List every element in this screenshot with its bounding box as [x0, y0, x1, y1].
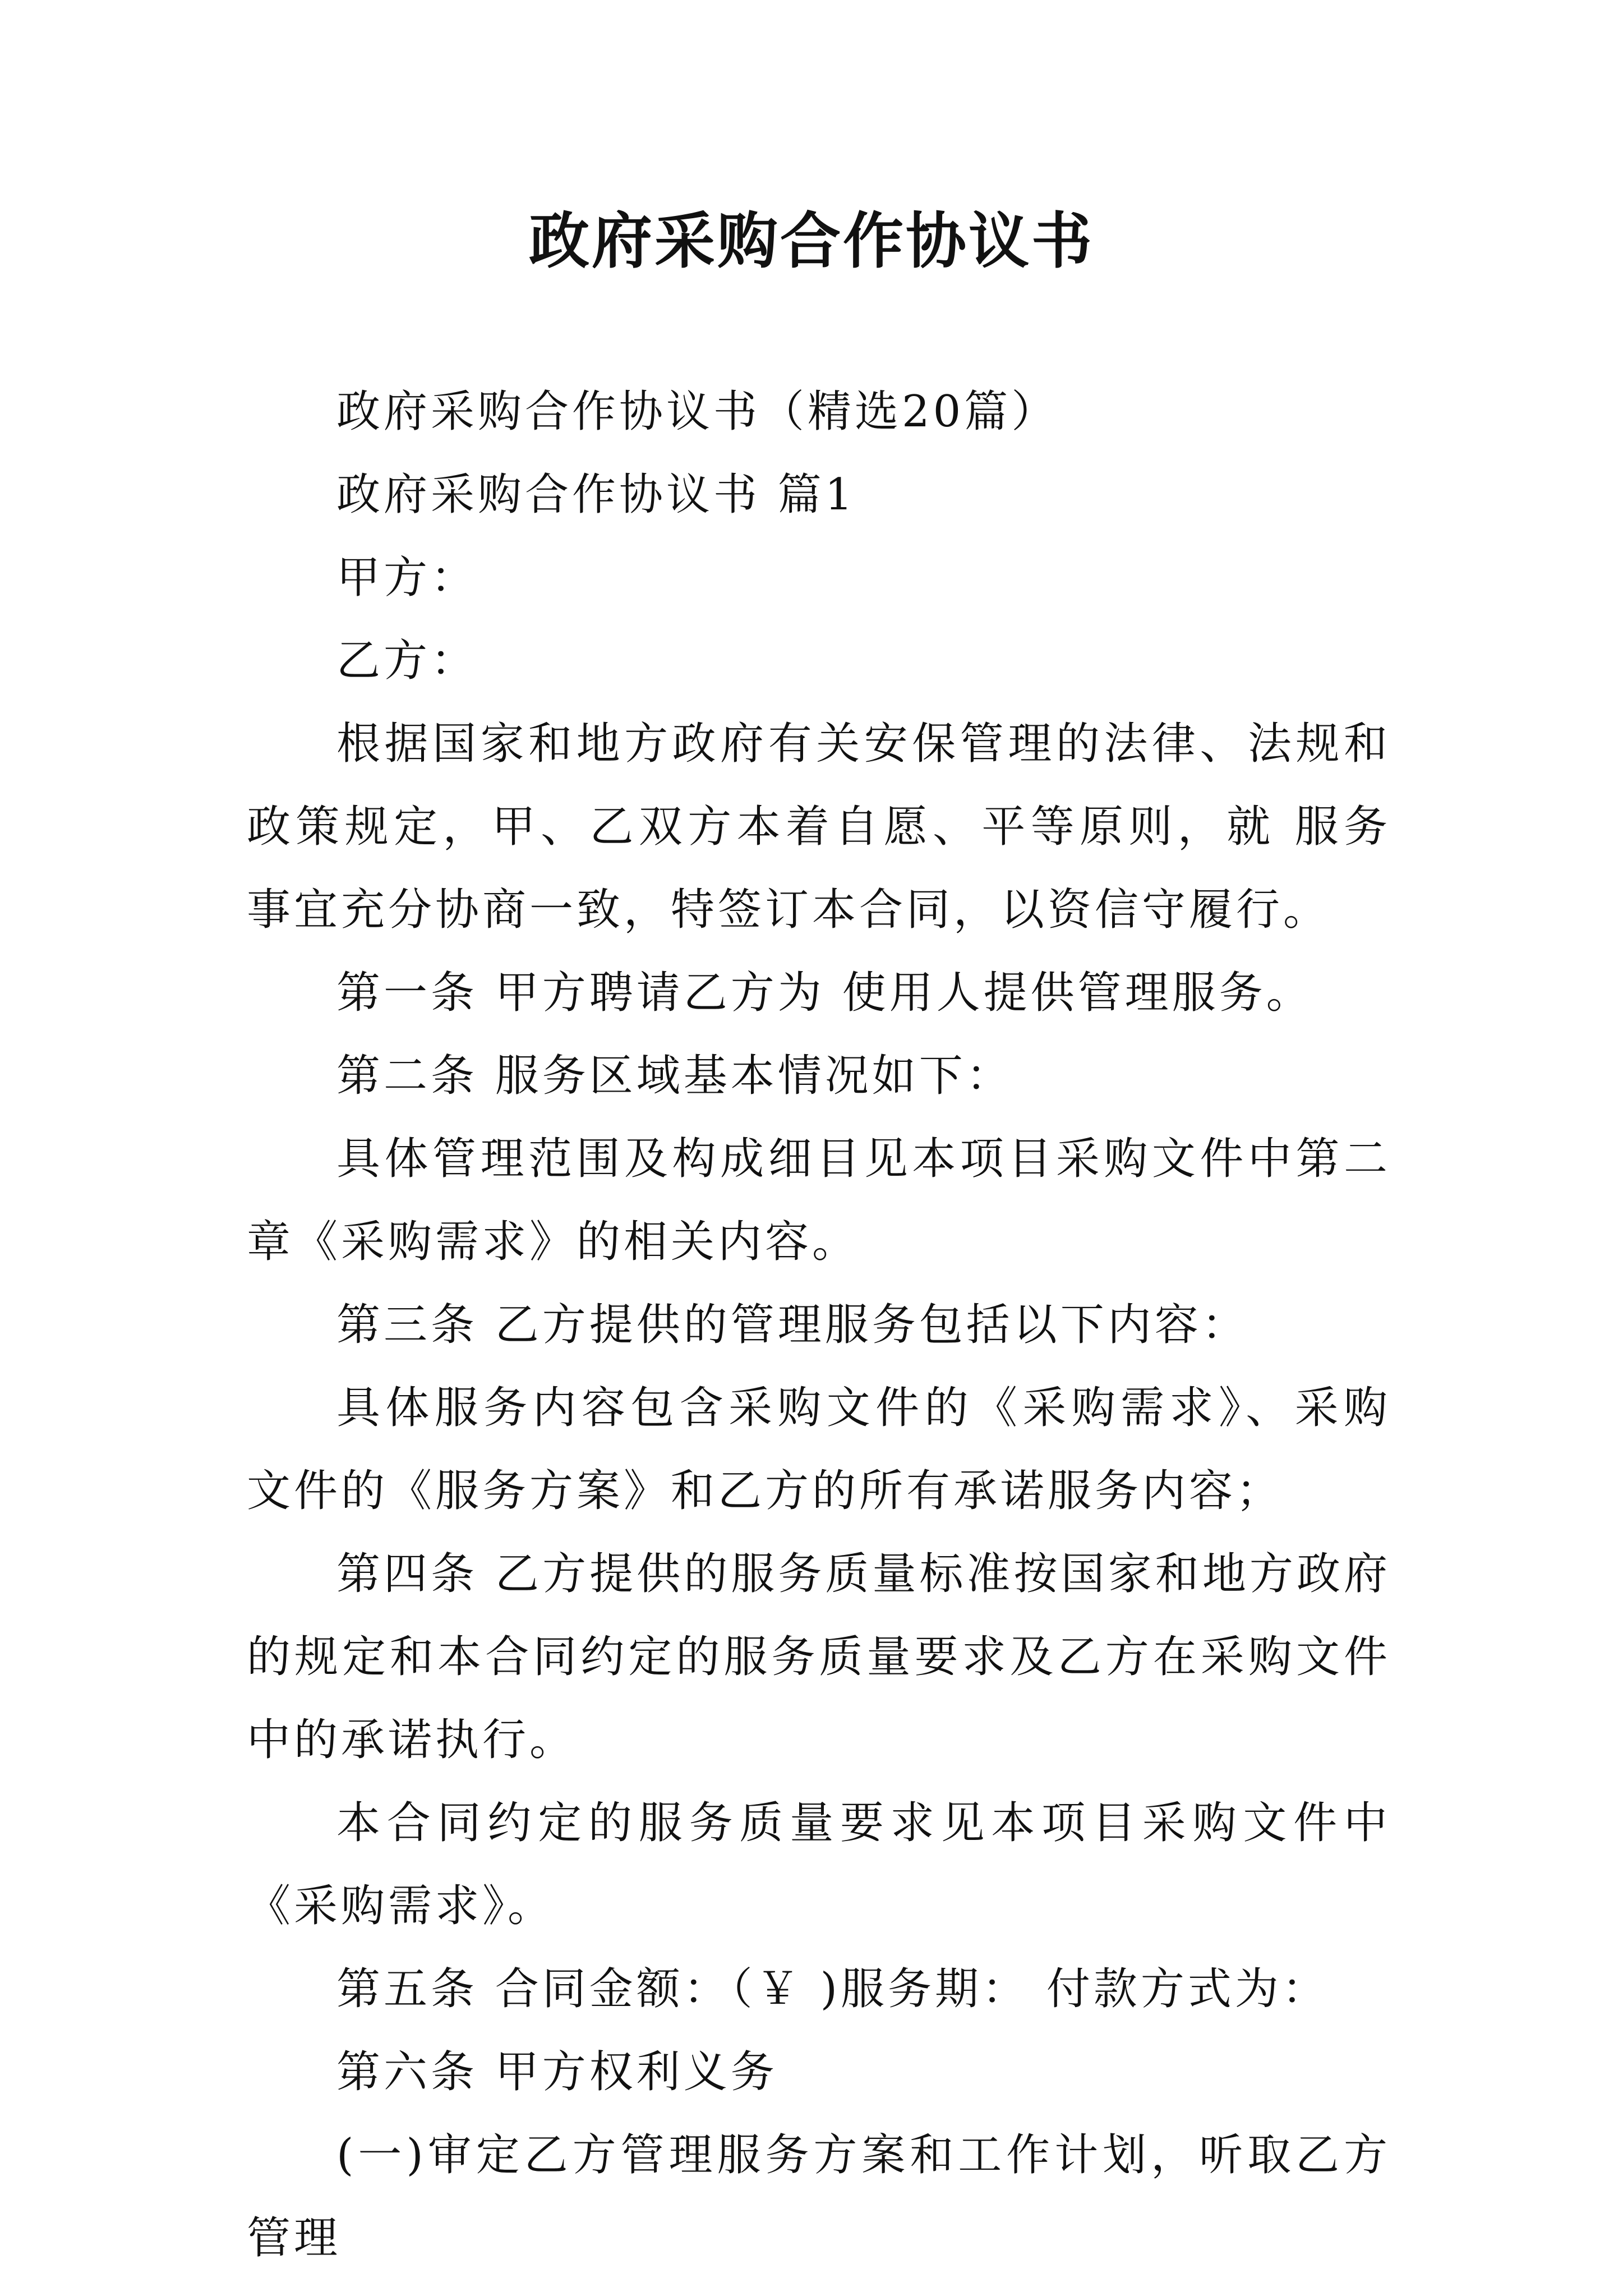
paragraph-article-6: 第六条 甲方权利义务 — [336, 2047, 778, 2097]
paragraph-section-heading: 政府采购合作协议书 篇1 — [336, 470, 856, 520]
paragraph-clause-1: (一)审定乙方管理服务方案和工作计划，听取乙方管理 — [247, 2130, 1391, 2263]
paragraph-quality-requirements: 本合同约定的服务质量要求见本项目采购文件中《采购需求》。 — [247, 1798, 1391, 1931]
paragraph-article-3: 第三条 乙方提供的管理服务包括以下内容： — [336, 1300, 1249, 1350]
paragraph-party-a: 甲方： — [336, 553, 478, 603]
document-title: 政府采购合作协议书 — [528, 206, 1094, 277]
document-body — [247, 370, 1391, 2280]
paragraph-party-b: 乙方： — [336, 636, 478, 686]
paragraph-scope: 具体管理范围及构成细目见本项目采购文件中第二章《采购需求》的相关内容。 — [247, 1134, 1391, 1267]
paragraph-service-content: 具体服务内容包含采购文件的《采购需求》、采购文件的《服务方案》和乙方的所有承诺服务内容； — [247, 1383, 1391, 1516]
paragraph-article-5: 第五条 合同金额：（￥ )服务期： 付款方式为： — [336, 1964, 1329, 2014]
paragraph-preamble: 根据国家和地方政府有关安保管理的法律、法规和政策规定，甲、乙双方本着自愿、平等原则，就 服务事宜充分协商一致，特签订本合同，以资信守履行。 — [247, 719, 1391, 935]
paragraph-subtitle: 政府采购合作协议书（精选20篇） — [336, 386, 1059, 437]
paragraph-article-1: 第一条 甲方聘请乙方为 使用人提供管理服务。 — [336, 968, 1313, 1018]
paragraph-article-4: 第四条 乙方提供的服务质量标准按国家和地方政府的规定和本合同约定的服务质量要求及乙方在采购文件中的承诺执行。 — [247, 1549, 1391, 1765]
paragraph-article-2: 第二条 服务区域基本情况如下： — [336, 1051, 1013, 1101]
